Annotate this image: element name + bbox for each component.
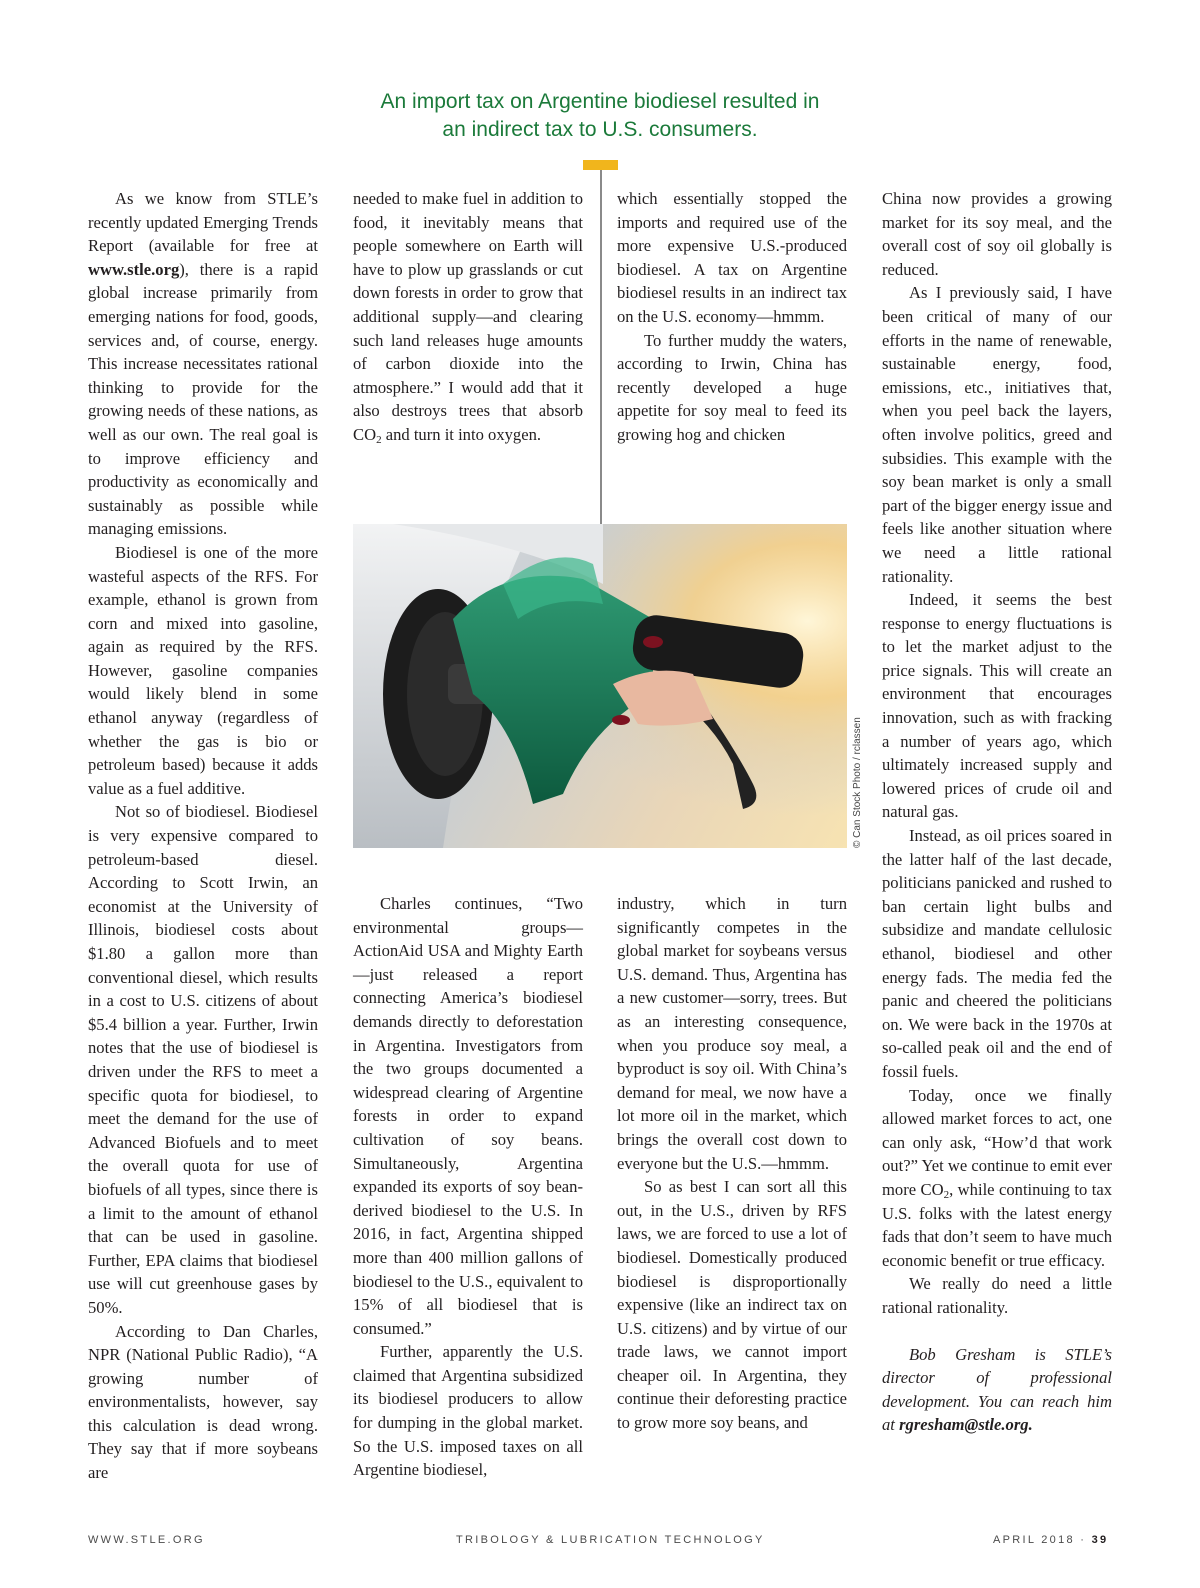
subscript: 2: [943, 1188, 950, 1201]
footer-date-page: [993, 1534, 1108, 1546]
paragraph: Biodiesel is one of the more wasteful aspects of the RFS. For example, ethanol is grown from corn and mixed into gasoline, again as required by the RFS. However, gasoline companies would likely blend in some ethanol anyway (regardless of whether the gas is bio or petroleum based) because it adds value as a fuel additive.: [88, 542, 318, 798]
footer-publication: TRIBOLOGY & LUBRICATION TECHNOLOGY: [456, 1534, 765, 1546]
paragraph: According to Dan Charles, NPR (National Public Radio), “A growing number of environmentalists, however, say this calculation is dead wrong. They say that if more soybeans are: [88, 1321, 318, 1483]
paragraph: Indeed, it seems the best response to energy fluctuations is to let the market adjust to the price signals. This will create an environment that encourages innovation, such as with fracking a number of years ago, which ultimately increased supply and lowered prices of crude oil and natural gas.: [882, 590, 1112, 822]
accent-bar: [583, 160, 618, 170]
author-bio: [882, 1343, 1112, 1437]
paragraph: which essentially stopped the imports and required use of the more expensive U.S.-produced biodiesel. A tax on Argentine biodiesel results in an indirect tax on the U.S. economy—hmmm.: [617, 189, 847, 326]
text-run: As we know from STLE’s recently updated Emerging Trends Report (available for free at: [88, 189, 318, 256]
bio-text: Bob Gresham is STLE’s director of professional development. You can reach him at: [882, 1344, 1112, 1435]
pull-quote-line-1: An import tax on Argentine biodiesel resulted in: [380, 90, 820, 113]
paragraph: Instead, as oil prices soared in the latter half of the last decade, politicians panicked and rushed to ban certain light bulbs and subsidize and mandate cellulosic ethanol, biodiesel and other energy fads. The media fed the panic and cheered the politicians on. We were back in the 1970s at so-called peak oil and the end of fossil fuels.: [882, 826, 1112, 1081]
photo-credit: © Can Stock Photo / rclassen: [852, 717, 863, 848]
footer-website: WWW.STLE.ORG: [88, 1534, 205, 1546]
paragraph: As I previously said, I have been critical of many of our efforts in the name of renewable, sustainable energy, food, emissions, etc., initiatives that, when you peel back the layers, often involve politics, greed and subsidies. This example with the soy bean market is only a small part of the bigger energy issue and feels like another situation where we need a little rational rationality.: [882, 283, 1112, 586]
author-email-link[interactable]: rgresham@stle.org.: [899, 1415, 1033, 1435]
paragraph: industry, which in turn significantly competes in the global market for soybeans versus U.S. demand. Thus, Argentina has a new customer—sorry, trees. But as an interesting consequence, when you produce soy meal, a byproduct is soy oil. With China’s demand for meal, we now have a lot more oil in the market, which brings the overall cost down to everyone but the U.S.—hmmm.: [617, 894, 847, 1173]
column-2-top: [353, 187, 583, 447]
stle-website-link[interactable]: www.stle.org: [88, 259, 180, 279]
fuel-nozzle-photo: [353, 524, 847, 848]
paragraph: Charles continues, “Two environmental groups—ActionAid USA and Mighty Earth—just released a report connecting America’s biodiesel demands directly to deforestation in Argentina. Investigators from the two groups documented a widespread clearing of Argentine forests in order to expand cultivation of soy beans. Simultaneously, Argentina expanded its exports of soy bean-derived biodiesel to the U.S. In 2016, in fact, Argentina shipped more than 400 million gallons of biodiesel to the U.S., equivalent to 15% of all biodiesel that is consumed.”: [353, 894, 583, 1338]
paragraph: Further, apparently the U.S. claimed that Argentina subsidized its biodiesel producers to allow for dumping in the global market. So the U.S. imposed taxes on all Argentine biodiesel,: [353, 1342, 583, 1480]
paragraph: [88, 187, 318, 541]
footer-date: APRIL 2018: [993, 1534, 1075, 1546]
fuel-nozzle-illustration: [353, 524, 847, 848]
column-divider-rule: [600, 170, 602, 524]
column-3-bottom: [617, 892, 847, 1435]
text-run: needed to make fuel in addition to food, it inevitably means that people somewhere on Earth will have to plow up grasslands or cut down forests in order to grow that additional supply—and clearing such land releases huge amounts of carbon dioxide into the atmosphere.” I would add that it also destroys trees that absorb CO: [353, 189, 583, 444]
column-2-bottom: [353, 892, 583, 1482]
paragraph: So as best I can sort all this out, in the U.S., driven by RFS laws, we are forced to use a lot of biodiesel. Domestically produced biodiesel is disproportionally expensive (like an indirect tax on U.S. citizens) and by virtue of our trade laws, we cannot import cheaper oil. In Argentina, they continue their deforesting practice to grow more soy beans, and: [617, 1177, 847, 1433]
column-4: [882, 187, 1112, 1437]
subscript: 2: [376, 433, 382, 446]
pull-quote-line-2: an indirect tax to U.S. consumers.: [442, 118, 758, 141]
paragraph: [353, 187, 583, 447]
text-run: , while continuing to tax U.S. folks with the latest energy fads that don’t seem to have much economic benefit or true efficacy.: [882, 1179, 1113, 1270]
text-run: and turn it into oxygen.: [381, 424, 542, 444]
paragraph: Not so of biodiesel. Biodiesel is very expensive compared to petroleum-based diesel. According to Scott Irwin, an economist at the University of Illinois, biodiesel costs about $1.80 a gallon more than conventional diesel, which results in a cost to U.S. citizens of about $5.4 billion a year. Further, Irwin notes that the use of biodiesel is driven under the RFS to meet a specific quota for biodiesel, to meet the demand for the use of Advanced Biofuels and to meet the overall quota for use of biofuels of all types, since there is a limit to the amount of ethanol that can be used in gasoline. Further, EPA claims that biodiesel use will cut greenhouse gases by 50%.: [88, 802, 318, 1317]
column-3-top: [617, 187, 847, 447]
text-run: Today, once we finally allowed market forces to act, one can only ask, “How’d that work out?” Yet we continue to emit ever more CO: [882, 1085, 1112, 1199]
page-number: 39: [1091, 1534, 1109, 1546]
paragraph: [882, 1084, 1112, 1273]
footer-separator: ·: [1074, 1534, 1092, 1546]
column-1: [88, 187, 318, 1485]
paragraph: China now provides a growing market for its soy meal, and the overall cost of soy oil globally is reduced.: [882, 189, 1112, 279]
paragraph: To further muddy the waters, according to Irwin, China has recently developed a huge appetite for soy meal to feed its growing hog and chicken: [617, 330, 847, 444]
text-run: ), there is a rapid global increase primarily from emerging nations for food, goods, services and, of course, energy. This increase necessitates rational thinking to provide for the growing needs of these nations, as well as our own. The real goal is to improve efficiency and productivity as economically and sustainably as possible while managing emissions.: [88, 259, 318, 539]
pull-quote: [300, 88, 900, 144]
paragraph: We really do need a little rational rationality.: [882, 1274, 1112, 1317]
